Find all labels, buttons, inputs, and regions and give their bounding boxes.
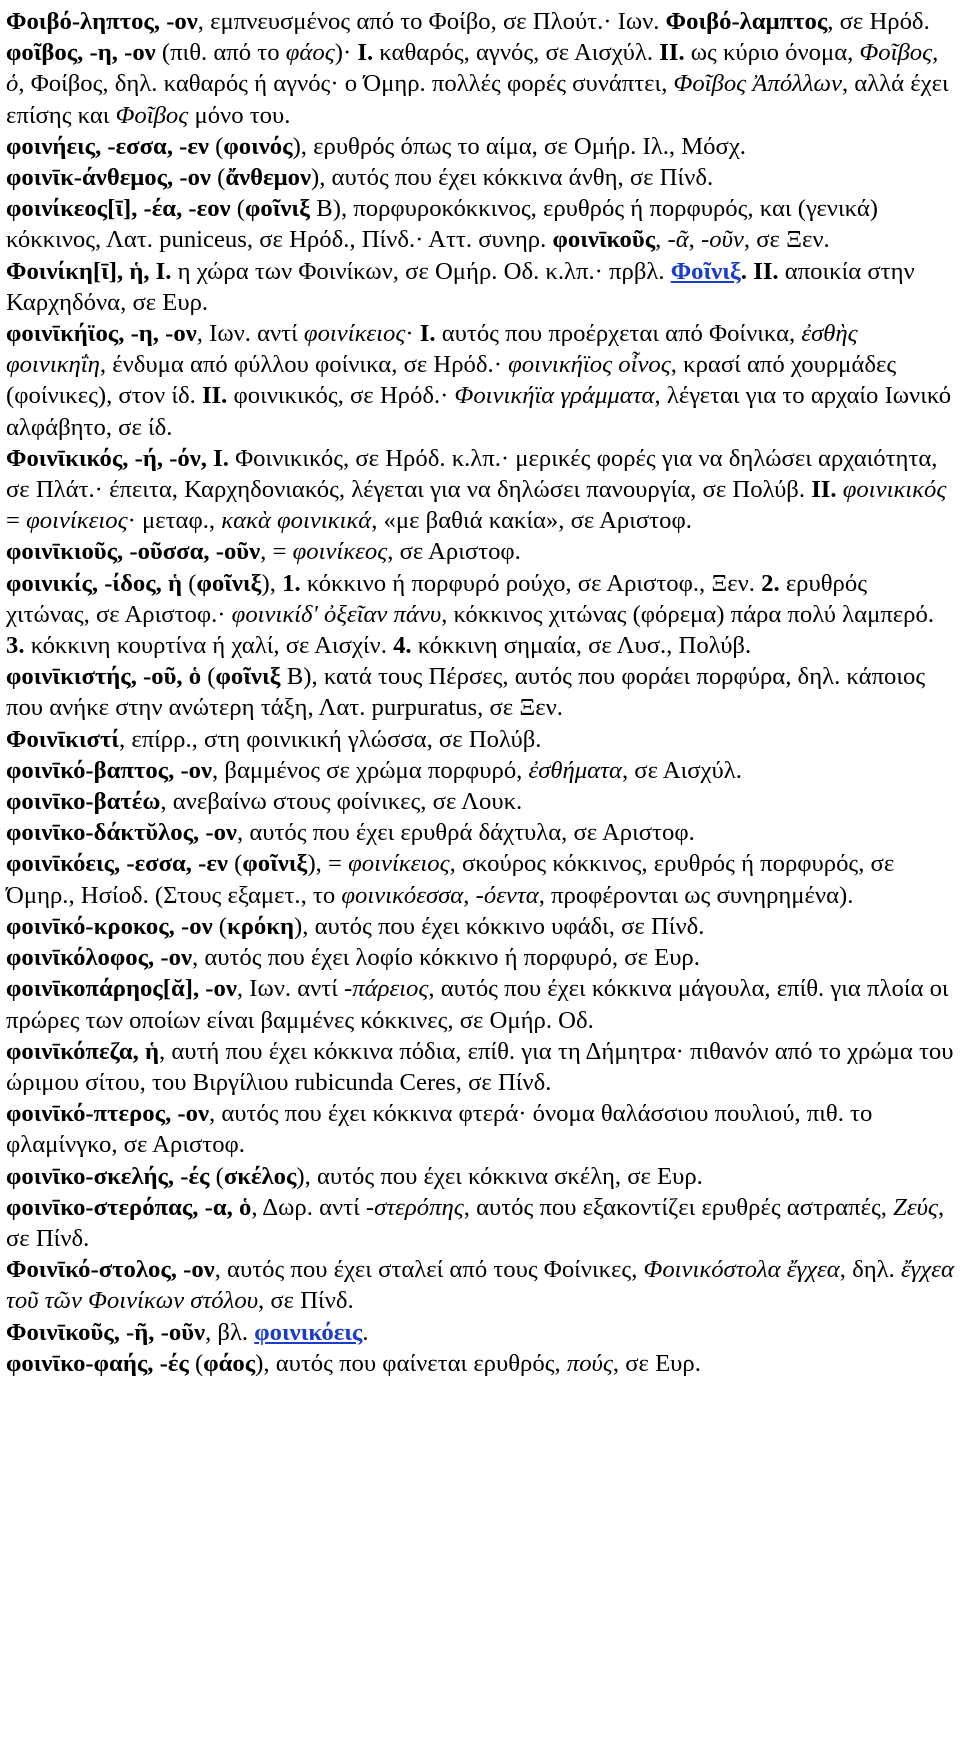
headword-text: φάος: [203, 1349, 256, 1377]
entry-text: , επίρρ., στη φοινικική γλώσσα, σε Πολύβ.: [118, 725, 542, 753]
entry-text: , Δωρ. αντί -: [251, 1193, 375, 1221]
headword-text: Φοινίκη[ῑ], ἡ, I.: [6, 257, 172, 285]
entry-text: , αυτός που έχει κόκκινα μάγουλα, επίθ. για πλοία οι πρώρες των οποίων είναι βαμμένες κόκκινες, σε Ομήρ. Οδ.: [6, 975, 949, 1034]
headword-text: φοινήεις, -εσσα, -εν: [6, 132, 209, 160]
italic-text: ἐσθήματα: [528, 756, 622, 784]
headword-text: σκέλος: [223, 1162, 297, 1190]
headword-text: 2.: [761, 569, 780, 597]
entry-text: , -: [655, 226, 676, 254]
entry-text: αποικία στην Καρχηδόνα, σε Ευρ.: [6, 257, 915, 316]
entry-text: , αυτός που έχει κόκκινα φτερά· όνομα θαλάσσιου πουλιού, πιθ. το φλαμίνγκο, σε Αριστοφ.: [6, 1100, 873, 1159]
headword-text: φοινῑκιοῦς, -οῦσσα, -οῦν: [6, 538, 261, 566]
headword-text: . II.: [740, 257, 779, 285]
headword-text: 4.: [393, 632, 412, 660]
headword-text: Φοιβό-ληπτος, -ον: [6, 8, 198, 35]
headword-text: Φοινῑκό-στολος, -ον: [6, 1256, 215, 1284]
dictionary-entry: [6, 1348, 954, 1379]
italic-text: ἐσθὴς φοινικηΐη: [6, 320, 858, 379]
entry-text: καθαρός, αγνός, σε Αισχύλ.: [373, 39, 660, 67]
italic-text: φοινίκεος: [292, 538, 388, 566]
headword-text: φοινῑκοπάρηος[ᾰ], -ον: [6, 975, 237, 1003]
entry-text: κόκκινη κουρτίνα ή χαλί, σε Αισχίν.: [24, 632, 394, 660]
dictionary-entry: [6, 193, 954, 255]
entry-text: (: [188, 1349, 204, 1377]
entry-text: ), ερυθρός όπως το αίμα, σε Ομήρ. Ιλ., Μόσχ.: [292, 132, 746, 160]
headword-text: II.: [659, 39, 685, 67]
entry-text: κόκκινη σημαία, σε Λυσ., Πολύβ.: [411, 632, 752, 660]
italic-text: Φοῖβος, ὁ: [6, 39, 939, 98]
entry-text: , αλλά έχει επίσης και: [6, 70, 949, 129]
entry-text: , σε Ευρ.: [612, 1349, 701, 1377]
headword-text: φοινῑκόπεζα, ἡ: [6, 1037, 159, 1065]
dictionary-entry: [6, 1254, 954, 1316]
italic-text: κακὰ φοινικικά: [221, 507, 372, 535]
dictionary-entry: [6, 973, 954, 1035]
italic-text: ἔγχεα τοῦ τῶν Φοινίκων στόλου: [6, 1256, 954, 1315]
headword-text: φοινῑκο-στερόπας, -α, ὁ: [6, 1193, 252, 1221]
dictionary-entry: [6, 911, 954, 942]
dictionary-entry: [6, 131, 954, 162]
entry-text: (: [201, 663, 216, 691]
entry-text: , αυτός που έχει λοφίο κόκκινο ή πορφυρό, σε Ευρ.: [192, 944, 700, 972]
entry-text: ), αυτός που έχει κόκκινο υφάδι, σε Πίνδ.: [294, 912, 705, 940]
entry-text: , προφέρονται ως συνηρημένα).: [538, 881, 854, 909]
headword-text: φοῖβος, -η, -ον: [6, 39, 156, 67]
entry-text: μόνο του.: [188, 101, 291, 129]
dictionary-entry: [6, 661, 954, 723]
entry-text: Φοινικικός, σε Ηρόδ. κ.λπ.· μερικές φορές για να δηλώσει αρχαιότητα, σε Πλάτ.· έπειτα, Καρχηδονιακός, λέγεται για να δηλώσει πανουργία, σε Πολύβ.: [6, 444, 938, 504]
entry-text: ως κύριο όνομα,: [684, 39, 860, 67]
italic-text: Ζεύς: [893, 1193, 938, 1221]
entry-text: Β), κατά τους Πέρσες, αυτός που φοράει πορφύρα, δηλ. κάποιος που ανήκε στην ανώτερη τάξη, Λατ. purpuratus, σε Ξεν.: [6, 663, 926, 722]
entry-text: ·: [405, 320, 420, 348]
dictionary-entry: [6, 1036, 954, 1098]
entry-text: ερυθρός χιτώνας, σε Αριστοφ.·: [6, 569, 867, 628]
headword-text: φοινῑκο-σκελής, -ές: [6, 1162, 210, 1190]
entry-text: (: [230, 195, 245, 223]
entry-text: (: [212, 912, 228, 940]
headword-text: 3.: [6, 632, 25, 660]
entry-text: , αυτός που έχει ερυθρά δάχτυλα, σε Αριστοφ.: [236, 819, 695, 847]
headword-text: φοινῑκο-δάκτῠλος, -ον: [6, 819, 237, 847]
italic-text: στερόπης: [374, 1193, 464, 1221]
dictionary-entry: [6, 536, 954, 567]
entry-text: , σε Ηρόδ.: [827, 8, 930, 35]
headword-text: ἄνθεμον: [225, 164, 311, 192]
entry-text: , κόκκινος χιτώνας (φόρεμα) πάρα πολύ λαμπερό.: [441, 600, 934, 628]
entry-text: (: [182, 569, 197, 597]
italic-text: ᾶ: [675, 226, 689, 254]
italic-text: φοινικίδ' ὀξεῖαν πάνυ: [231, 600, 442, 628]
dictionary-entry: [6, 755, 954, 786]
dictionary-entry: [6, 162, 954, 193]
dictionary-entry: [6, 1192, 954, 1254]
cross-reference-link[interactable]: φοινικόεις: [254, 1318, 363, 1346]
entry-text: αυτός που προέρχεται από Φοίνικα,: [435, 320, 802, 348]
entry-text: , «με βαθιά κακία», σε Αριστοφ.: [371, 507, 692, 535]
entry-text: ), =: [307, 850, 349, 878]
entry-text: η χώρα των Φοινίκων, σε Ομήρ. Οδ. κ.λπ.· πρβλ.: [171, 257, 671, 285]
entry-text: ), αυτός που έχει κόκκινα άνθη, σε Πίνδ.: [310, 164, 714, 192]
entry-text: , Ιων. αντί: [196, 320, 304, 348]
entry-text: , εμπνευσμένος από το Φοίβο, σε Πλούτ.· Ιων.: [197, 8, 666, 35]
headword-text: φοινῑκό-κροκος, -ον: [6, 912, 213, 940]
entry-text: ), αυτός που έχει κόκκινα σκέλη, σε Ευρ.: [296, 1162, 703, 1190]
headword-text: φοινῑκό-πτερος, -ον: [6, 1100, 210, 1128]
entry-text: , αυτός που έχει σταλεί από τους Φοίνικες,: [214, 1256, 644, 1284]
headword-text: Φοινῑκιστί: [6, 725, 119, 753]
headword-text: Φοιβό-λαμπτος: [665, 8, 828, 35]
entry-text: , =: [260, 538, 293, 566]
headword-text: II.: [811, 476, 837, 504]
dictionary-entry: [6, 256, 954, 318]
entry-text: , σε Αισχύλ.: [621, 756, 742, 784]
headword-text: Φοινῑκικός, -ή, -όν, I.: [6, 444, 229, 472]
headword-text: φοινῑκόεις, -εσσα, -εν: [6, 850, 228, 878]
entry-text: , σε Πίνδ.: [258, 1287, 354, 1315]
entry-text: (πιθ. από το: [155, 39, 286, 67]
dictionary-entry: [6, 724, 954, 755]
headword-text: I.: [357, 39, 374, 67]
headword-text: φοῖνιξ: [242, 850, 308, 878]
dictionary-entry: [6, 817, 954, 848]
entry-text: , σκούρος κόκκινος, ερυθρός ή πορφυρός, σε Όμηρ., Ησίοδ. (Στους εξαμετ., το: [6, 850, 895, 909]
entry-text: , ένδυμα από φύλλου φοίνικα, σε Ηρόδ.·: [99, 351, 509, 379]
entry-text: , βαμμένος σε χρώμα πορφυρό,: [212, 756, 529, 784]
headword-text: φοινῑκ-άνθεμος, -ον: [6, 164, 211, 192]
entry-text: κόκκινο ή πορφυρό ρούχο, σε Αριστοφ., Ξεν.: [300, 569, 762, 597]
entry-text: , -: [463, 881, 484, 909]
entry-text: , αυτή που έχει κόκκινα πόδια, επίθ. για τη Δήμητρα· πιθανόν από το χρώμα του ώριμου σίτου, του Βιργίλιου rubicunda Ceres, σε Πίνδ.: [6, 1037, 954, 1096]
italic-text: φοινίκειος: [348, 850, 450, 878]
entry-text: , αυτός που εξακοντίζει ερυθρές αστραπές,: [463, 1193, 894, 1221]
entry-text: (: [227, 850, 243, 878]
entry-text: (: [208, 132, 224, 160]
italic-text: φοινικικός: [842, 476, 947, 504]
headword-text: φοινῑκιστής, -οῦ, ὁ: [6, 663, 202, 691]
entry-text: , σε Αριστοφ.: [387, 538, 521, 566]
headword-text: φοινῑκήϊος, -η, -ον: [6, 320, 197, 348]
dictionary-entry: [6, 848, 954, 910]
italic-text: οῦν: [709, 226, 744, 254]
headword-text: I.: [419, 320, 436, 348]
entry-text: , Φοίβος, δηλ. καθαρός ή αγνός· ο Όμηρ. πολλές φορές συνάπτει,: [18, 70, 674, 98]
dictionary-entry: [6, 1098, 954, 1160]
entry-text: , Ιων. αντί -: [236, 975, 353, 1003]
entry-text: Β), πορφυροκόκκινος, ερυθρός ή πορφυρός, και (γενικά) κόκκινος, Λατ. puniceus, σε Ηρόδ., Πίνδ.· Αττ. συνηρ.: [6, 195, 878, 254]
headword-text: φοινός: [223, 132, 293, 160]
entry-text: , ανεβαίνω στους φοίνικες, σε Λουκ.: [160, 788, 523, 816]
cross-reference-link[interactable]: Φοῖνιξ: [670, 257, 741, 285]
italic-text: Φοινικήϊα γράμματα: [454, 382, 655, 410]
italic-text: φοινικήϊος οἶνος: [508, 351, 671, 379]
italic-text: φοινίκειος: [26, 507, 128, 535]
dictionary-entry: [6, 318, 954, 443]
headword-text: φοινικίς, -ίδος, ἡ: [6, 569, 183, 597]
dictionary-entry: [6, 786, 954, 817]
entry-text: φοινικικός, σε Ηρόδ.·: [227, 382, 455, 410]
headword-text: φοινῑκό-βαπτος, -ον: [6, 756, 213, 784]
entry-text: , κρασί από χουρμάδες (φοίνικες), στον ίδ.: [6, 351, 897, 410]
entry-text: .: [362, 1318, 369, 1346]
headword-text: φοινῑκόλοφος, -ον: [6, 944, 192, 972]
italic-text: φάος: [285, 39, 335, 67]
entry-text: , -: [688, 226, 710, 254]
headword-text: κρόκη: [227, 912, 295, 940]
entry-text: , σε Ξεν.: [743, 226, 830, 254]
dictionary-entry: [6, 568, 954, 662]
dictionary-entry: [6, 1161, 954, 1192]
headword-text: φοινίκεος[ῑ], -έα, -εον: [6, 195, 231, 223]
italic-text: όεντα: [483, 881, 539, 909]
headword-text: 1.: [282, 569, 301, 597]
entry-text: =: [6, 507, 27, 535]
italic-text: πούς: [566, 1349, 613, 1377]
dictionary-entry: [6, 6, 954, 37]
italic-text: πάρειος: [352, 975, 429, 1003]
entry-text: (: [210, 164, 226, 192]
dictionary-entry: [6, 942, 954, 973]
dictionary-entry: [6, 1317, 954, 1348]
italic-text: Φοῖβος: [115, 101, 189, 129]
headword-text: φοῖνιξ: [196, 569, 262, 597]
entry-text: )·: [334, 39, 358, 67]
headword-text: φοῖνιξ: [215, 663, 281, 691]
entry-text: , λέγεται για το αρχαίο Ιωνικό αλφάβητο, σε ίδ.: [6, 382, 952, 441]
italic-text: φοινικόεσσα: [341, 881, 464, 909]
italic-text: Φοινικόστολα ἔγχεα: [643, 1256, 840, 1284]
entry-text: ), αυτός που φαίνεται ερυθρός,: [255, 1349, 567, 1377]
entry-text: , βλ.: [205, 1318, 255, 1346]
headword-text: φοινῑκο-βατέω: [6, 788, 161, 816]
entry-text: ),: [261, 569, 283, 597]
dictionary-entry: [6, 443, 954, 537]
headword-text: φοῖνιξ: [244, 195, 311, 223]
headword-text: φοινῑκο-φαής, -ές: [6, 1349, 189, 1377]
entry-text: , δηλ.: [839, 1256, 901, 1284]
entry-text: (: [209, 1162, 224, 1190]
headword-text: Φοινῑκοῦς, -ῆ, -οῦν: [6, 1318, 206, 1346]
entry-text: · μεταφ.,: [127, 507, 222, 535]
italic-text: φοινίκειος: [303, 320, 406, 348]
headword-text: φοινῑκοῦς: [552, 226, 656, 254]
dictionary-entry: [6, 37, 954, 131]
italic-text: Φοῖβος Ἀπόλλων: [673, 70, 842, 98]
entry-text: , σε Πίνδ.: [6, 1193, 945, 1252]
headword-text: II.: [201, 382, 228, 410]
